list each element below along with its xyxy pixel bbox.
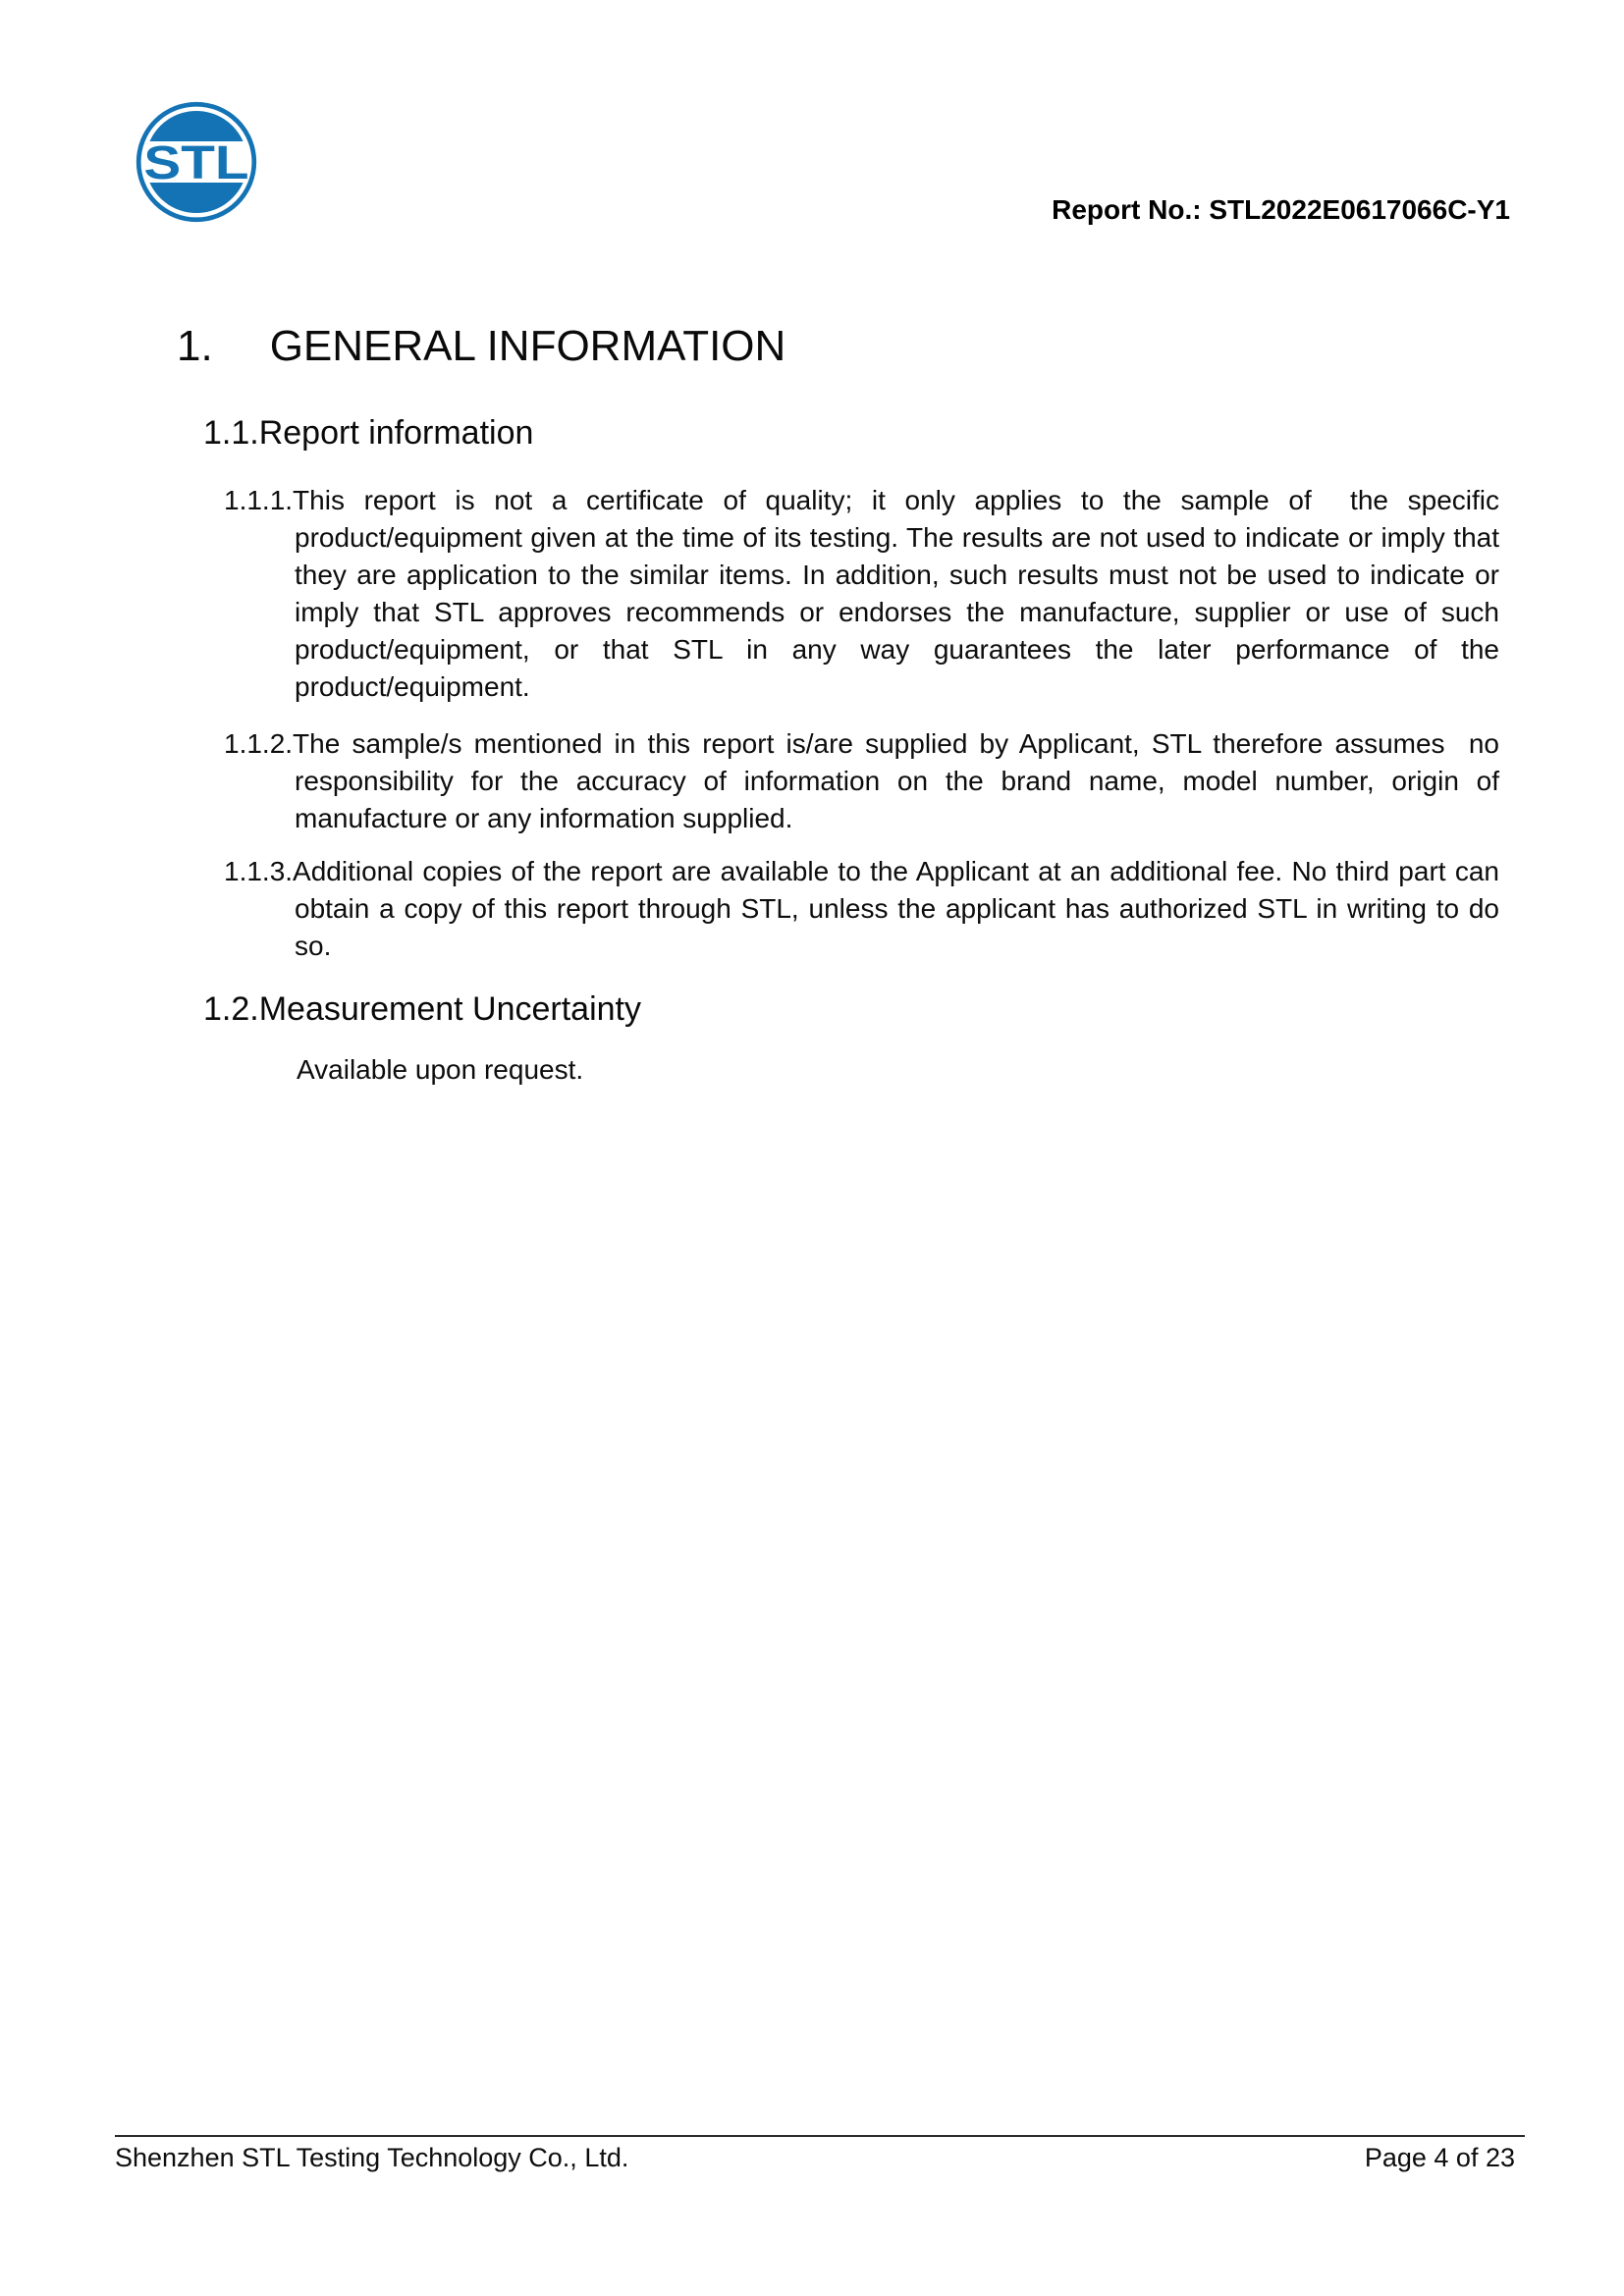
logo-text: STL — [143, 135, 249, 189]
footer-page-info: Page 4 of 23 — [1364, 2143, 1515, 2172]
footer-divider — [115, 2135, 1525, 2137]
stl-logo-graphic — [135, 100, 258, 224]
section-heading-general-information — [177, 323, 785, 370]
paragraph-1-2: Available upon request. — [297, 1054, 584, 1085]
paragraph-1-1-1: 1.1.1.This report is not a certificate of quality; it only applies to the sample of the specific product/equipment given at the time of its testing. The results are not used to indicate or imply that they are application to the similar items. In addition, such results must not be used to indicate or imply that STL approves recommends or endorses the manufacture, supplier or use of such product/equipment, or that STL in any way guarantees the later performance of the product/equipment. — [224, 485, 1507, 702]
report-number: Report No.: STL2022E0617066C-Y1 — [1052, 194, 1510, 225]
footer — [115, 2142, 1515, 2173]
section-title: GENERAL INFORMATION — [269, 322, 786, 370]
section-number: 1. — [177, 322, 213, 370]
subsection-heading-report-information: 1.1.Report information — [203, 414, 534, 452]
stl-logo — [135, 100, 258, 224]
footer-company: Shenzhen STL Testing Technology Co., Ltd. — [115, 2143, 629, 2172]
subsection-heading-measurement-uncertainty: 1.2.Measurement Uncertainty — [203, 990, 641, 1028]
paragraph-1-1-3: 1.1.3.Additional copies of the report are available to the Applicant at an additional fee. No third part can obtain a copy of this report through STL, unless the applicant has authorized STL in writing to do so. — [224, 856, 1507, 961]
paragraph-1-1-2: 1.1.2.The sample/s mentioned in this report is/are supplied by Applicant, STL therefore assumes no responsibility for the accuracy of information on the brand name, model number, origin of manufacture or any information supplied. — [224, 728, 1507, 833]
